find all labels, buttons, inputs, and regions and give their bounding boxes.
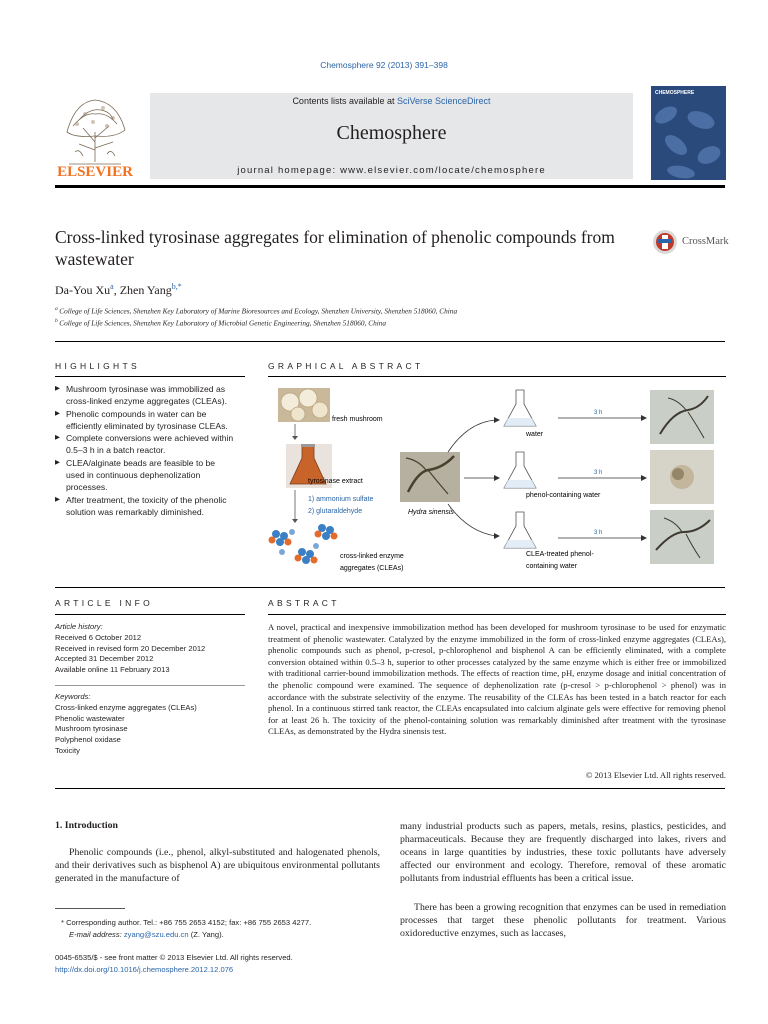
ga-label-clea-treated-2: containing water (526, 563, 577, 570)
section-rule (268, 376, 726, 377)
ga-label-fresh-mushroom: fresh mushroom (332, 416, 383, 423)
keyword: Phenolic wastewater (55, 713, 125, 723)
highlight-item: ▶ CLEA/alginate beads are feasible to be used in continuous dephenolization processes. (55, 457, 235, 494)
keyword: Mushroom tyrosinase (55, 724, 128, 734)
crossmark-badge[interactable] (652, 229, 732, 259)
history-item: Accepted 31 December 2012 (55, 654, 154, 664)
introduction-heading: 1. Introduction (55, 820, 118, 831)
ga-label-phenol-water: phenol-containing water (526, 492, 601, 499)
elsevier-logo (55, 92, 135, 180)
highlight-item: ▶ Mushroom tyrosinase was immobilized as cross-linked enzyme aggregates (CLEAs). (55, 383, 235, 408)
section-rule (268, 614, 726, 615)
highlight-item: ▶ Complete conversions were achieved within 0.5–3 h in a batch reactor. (55, 432, 235, 457)
crossmark-icon (652, 229, 678, 255)
journal-title: Chemosphere (336, 122, 447, 144)
section-rule (55, 614, 245, 615)
history-item: Received 6 October 2012 (55, 632, 142, 642)
affiliation-text: College of Life Sciences, Shenzhen Key Laboratory of Marine Bioresources and Ecology, Shenzhen University, Shenzhen 518060, China (59, 306, 458, 316)
ga-label-step2: 2) glutaraldehyde (308, 508, 363, 515)
history-item: Available online 11 February 2013 (55, 665, 170, 675)
article-history (55, 622, 245, 676)
highlight-item: ▶ After treatment, the toxicity of the phenolic solution was remarkably diminished. (55, 494, 235, 519)
affiliation-marker: b (55, 318, 58, 324)
footnote-rule (55, 908, 125, 909)
author-affiliation-marker[interactable]: b,* (171, 282, 182, 291)
flask-icons (504, 390, 536, 548)
journal-reference[interactable]: Chemosphere 92 (2013) 391–398 (320, 60, 448, 70)
elsevier-wordmark: ELSEVIER (57, 164, 133, 180)
keyword: Polyphenol oxidase (55, 735, 121, 745)
journal-homepage[interactable]: journal homepage: www.elsevier.com/locate/chemosphere (237, 165, 546, 176)
intro-paragraph: Phenolic compounds (i.e., phenol, alkyl-substituted and halogenated phenols, and their derivatives such as bisphenol A) are ubiquitous environmental pollutants generated in the manufacture of (55, 847, 380, 884)
author-name: Zhen Yang (119, 283, 172, 297)
affiliation (55, 318, 386, 327)
abstract-heading: ABSTRACT (268, 598, 340, 608)
highlight-item: ▶ Phenolic compounds in water can be efficiently eliminated by tyrosinase CLEAs. (55, 408, 235, 433)
ga-label-clea-treated-1: CLEA-treated phenol- (526, 551, 594, 558)
copyright-notice: © 2013 Elsevier Ltd. All rights reserved. (585, 770, 726, 780)
header-rule (55, 185, 725, 188)
abstract-text: A novel, practical and inexpensive immobilization method has been developed for mushroom tyrosinase to be used for enzymatic treatment of phenolic wastewater. Catalyzed by the enzyme immobilized in the form of cross-linked enzyme aggregates (CLEAs), phenolic compounds such as phenol, p-cresol, p-chlorophenol and bisphenol A can be efficiently eliminated, with a complete conversion obtained within 0.5–3 h, superior to other processes catalyzed by the same enzyme which is either free or immobilized with traditional carrier-bound immobilization methods. The effects of reaction time, pH, enzyme dosage and initial concentration of the phenolic compound were examined. The sequence of dephenolization rate (p-cresol > p-chlorophenol > phenol) was in accordance with the substrate selectivity of the enzyme. The reusability of the CLEAs has been tested in a batch reactor for each phenol. In a continuous stirred tank reactor, the CLEAs encapsulated into calcium alginate gels were effective for removing phenol for at least 26 h. The toxicity of the phenol-containing solution was remarkably diminished after treatment with the tyrosinase CLEAs, as demonstrated by the Hydra sinensis test. (268, 622, 726, 737)
contents-prefix: Contents lists available at (292, 96, 397, 106)
issn-line: 0045-6535/$ - see front matter © 2013 Elsevier Ltd. All rights reserved. (55, 953, 293, 962)
graphical-abstract-figure (268, 382, 728, 582)
ga-label-tyrosinase-extract: tyrosinase extract (308, 478, 363, 485)
section-rule (55, 685, 245, 686)
article-info-heading: ARTICLE INFO (55, 598, 154, 608)
result-photo-water (650, 390, 714, 444)
author-affiliation-marker[interactable]: a (110, 282, 114, 291)
author-name: Da-You Xu (55, 283, 111, 297)
affiliation-marker: a (55, 306, 58, 312)
ga-label-water: water (526, 431, 544, 438)
ga-label-step1: 1) ammonium sulfate (308, 496, 374, 503)
intro-paragraph: many industrial products such as papers, metals, resins, plastics, pesticides, and pharmaceuticals. Because they are frequently discharged into lakes, rivers and oceans in large quantities by industries, these toxic pollutants have adversely affected our environment and ecology. Therefore, removal of these aromatic pollutants from industrial effluents has been a critical issue. (400, 821, 726, 884)
doi-link[interactable]: http://dx.doi.org/10.1016/j.chemosphere.2012.12.076 (55, 965, 234, 974)
author-separator: , (113, 283, 120, 297)
keywords-label: Keywords: (55, 692, 91, 701)
section-rule (55, 788, 725, 789)
corresponding-author-note: * Corresponding author. Tel.: +86 755 2653 4152; fax: +86 755 2653 4277. (61, 918, 312, 927)
keyword: Cross-linked enzyme aggregates (CLEAs) (55, 702, 197, 712)
clea-illustration (269, 524, 338, 564)
section-rule (55, 587, 725, 588)
ga-label-time: 3 h (594, 410, 603, 416)
sciencedirect-link[interactable]: SciVerse ScienceDirect (397, 96, 491, 106)
ga-label-clea-1: cross-linked enzyme (340, 553, 404, 560)
contents-line (150, 96, 633, 106)
ga-label-hydra: Hydra sinensis (408, 509, 454, 516)
keyword: Toxicity (55, 745, 80, 755)
history-item: Received in revised form 20 December 2012 (55, 643, 206, 653)
mushroom-photo (278, 388, 330, 422)
affiliation (55, 306, 457, 315)
intro-paragraph: There has been a growing recognition that enzymes can be used in remediation processes that target these phenolic pollutants for treatment. Various oxidoreductive enzymes, such as laccases, (400, 902, 726, 939)
email-label: E-mail address: (69, 930, 124, 939)
section-rule (55, 341, 725, 342)
result-photo-clea-treated (650, 510, 714, 564)
journal-cover-image (651, 86, 726, 180)
ga-label-time: 3 h (594, 470, 603, 476)
crossmark-label: CrossMark (682, 236, 729, 247)
graphical-abstract-heading: GRAPHICAL ABSTRACT (268, 361, 424, 371)
cover-title: CHEMOSPHERE (655, 90, 695, 96)
email-note (55, 929, 399, 940)
section-rule (55, 376, 245, 377)
hydra-photo (400, 452, 460, 502)
email-suffix: (Z. Yang). (188, 930, 224, 939)
highlights-heading: HIGHLIGHTS (55, 361, 140, 371)
ga-label-time: 3 h (594, 530, 603, 536)
highlights-list (55, 383, 235, 518)
author-list (55, 282, 182, 298)
email-link[interactable]: zyang@szu.edu.cn (123, 930, 189, 939)
affiliation-text: College of Life Sciences, Shenzhen Key Laboratory of Microbial Genetic Engineering, Shenzhen 518060, China (59, 318, 387, 328)
ga-label-clea-2: aggregates (CLEAs) (340, 565, 404, 572)
result-photo-phenol (650, 450, 714, 504)
article-title: Cross-linked tyrosinase aggregates for elimination of phenolic compounds from wastewater (55, 227, 615, 269)
keywords (55, 692, 245, 757)
article-history-label: Article history: (55, 622, 103, 631)
